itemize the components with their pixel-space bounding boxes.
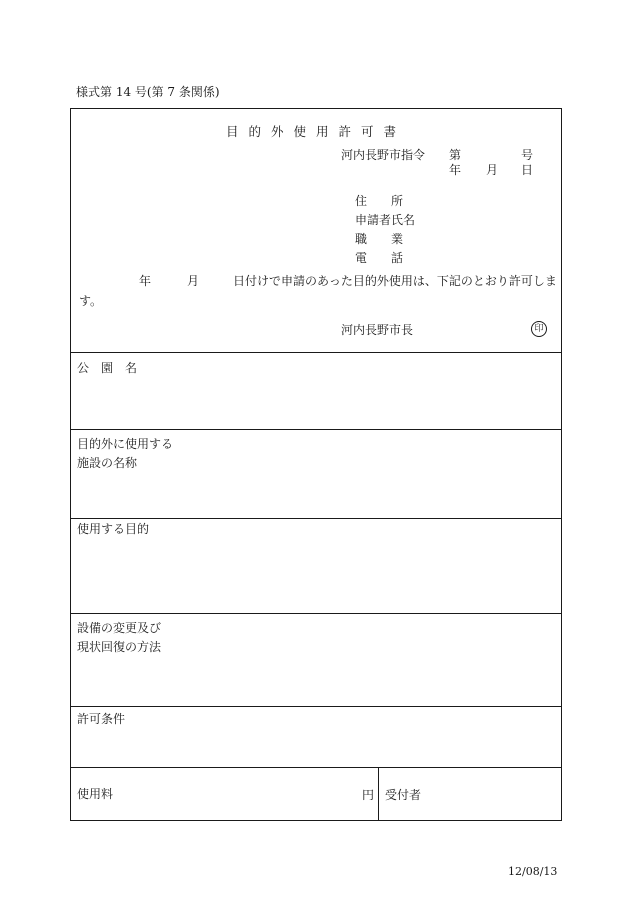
park-name-label: 公 園 名 [77, 361, 138, 375]
occupation-label: 職 業 [355, 232, 404, 246]
issuer-designation: 河内長野市指令 [341, 148, 426, 162]
mayor-label: 河内長野市長 [341, 323, 414, 337]
footer-date: 12/08/13 [508, 865, 558, 878]
applicant-name-label: 申請者氏名 [355, 213, 416, 227]
date-year-label: 年 [449, 163, 462, 177]
body-month-label: 月 [187, 274, 200, 288]
permit-form [70, 108, 562, 821]
conditions-label: 許可条件 [77, 712, 126, 726]
address-label: 住 所 [355, 194, 404, 208]
fee-label: 使用料 [77, 787, 114, 801]
divider [71, 613, 561, 614]
divider [71, 518, 561, 519]
phone-label: 電 話 [355, 251, 404, 265]
facility-label-line2: 施設の名称 [77, 456, 138, 470]
divider [71, 352, 561, 353]
equipment-label-line1: 設備の変更及び [77, 621, 162, 635]
date-day-label: 日 [521, 163, 534, 177]
receiver-label: 受付者 [385, 788, 422, 802]
permit-number-suffix: 号 [521, 148, 534, 162]
purpose-label: 使用する目的 [77, 522, 150, 536]
divider [71, 706, 561, 707]
date-month-label: 月 [486, 163, 499, 177]
fee-receiver-divider [378, 767, 379, 820]
facility-label-line1: 目的外に使用する [77, 437, 174, 451]
divider [71, 767, 561, 768]
seal-mark: 印 [531, 321, 547, 337]
body-text-continuation: す。 [79, 294, 103, 308]
document-title: 目的外使用許可書 [225, 124, 406, 139]
divider [71, 429, 561, 430]
body-year-label: 年 [139, 274, 152, 288]
fee-unit: 円 [362, 788, 375, 802]
permit-number-prefix: 第 [449, 148, 462, 162]
body-text: 日付けで申請のあった目的外使用は、下記のとおり許可しま [233, 274, 557, 288]
equipment-label-line2: 現状回復の方法 [77, 640, 162, 654]
form-number-title: 様式第 14 号(第 7 条関係) [76, 85, 220, 99]
